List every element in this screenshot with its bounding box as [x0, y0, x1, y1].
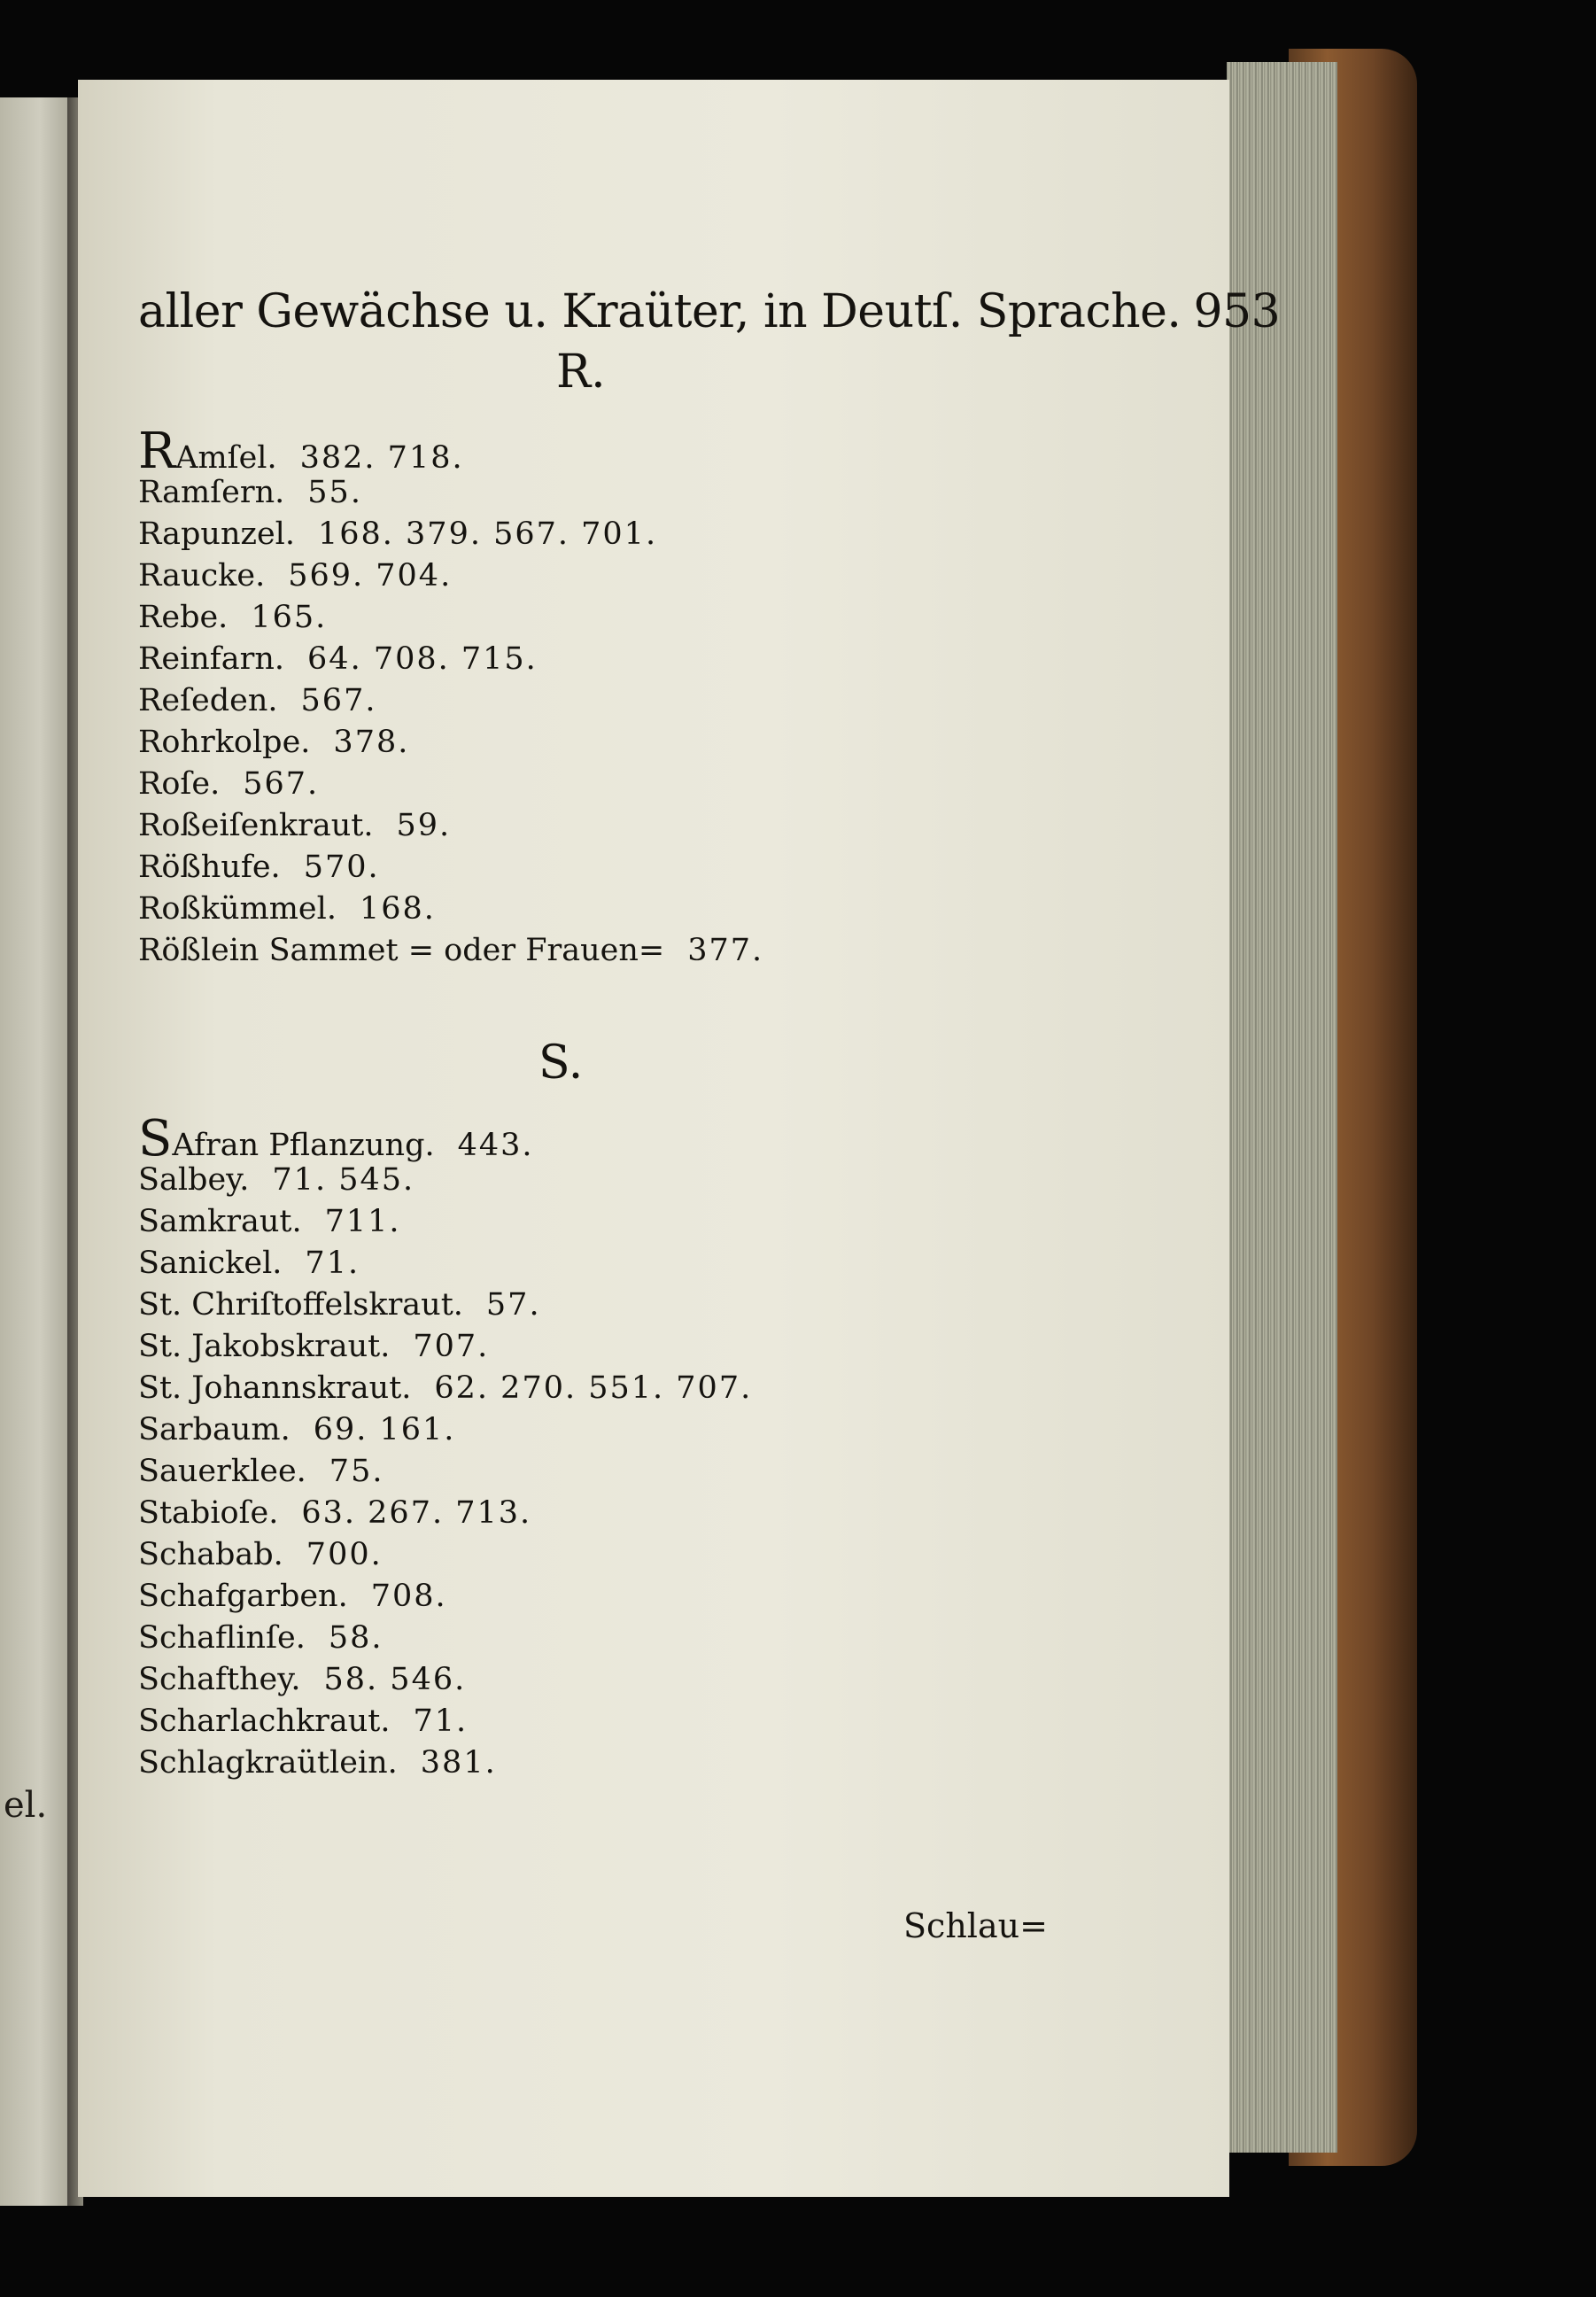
index-entry [138, 1742, 752, 1784]
entry-term: Amſel. [175, 440, 277, 476]
entry-page-refs: 62. 270. 551. 707. [434, 1370, 753, 1406]
entry-term: Samkraut. [138, 1204, 302, 1239]
entry-page-refs: 700. [306, 1537, 383, 1572]
entry-page-refs: 569. 704. [288, 558, 453, 594]
entry-page-refs: 168. [359, 891, 436, 927]
entry-term: St. Jakobskraut. [138, 1329, 391, 1364]
entry-term: Rohrkolpe. [138, 725, 311, 760]
entry-page-refs: 707. [413, 1329, 490, 1364]
entry-page-refs: 71. [413, 1703, 469, 1739]
section-letter-r: R. [556, 345, 606, 399]
entry-term: Reſeden. [138, 683, 278, 718]
index-entry [138, 889, 763, 930]
entry-term: Sarbaum. [138, 1412, 291, 1447]
index-entry [138, 1243, 752, 1284]
index-entry [138, 1659, 752, 1701]
right-page [78, 80, 1281, 2197]
index-entry [138, 514, 763, 555]
index-entry [138, 1160, 752, 1201]
left-page [0, 97, 73, 2206]
entry-page-refs: 377. [687, 933, 764, 968]
index-entry [138, 1618, 752, 1659]
entry-page-refs: 71. 545. [272, 1162, 415, 1198]
index-entry [138, 1284, 752, 1326]
page-number: 953 [1193, 285, 1281, 338]
index-entry [138, 423, 763, 480]
index-entry [138, 1368, 752, 1409]
entry-term: Rapunzel. [138, 516, 295, 552]
entry-page-refs: 168. 379. 567. 701. [317, 516, 658, 552]
entry-term: Rebe. [138, 600, 229, 635]
entry-page-refs: 378. [333, 725, 410, 760]
index-entry [138, 1409, 752, 1451]
entry-term: Reinfarn. [138, 641, 285, 677]
index-entry [138, 1534, 752, 1576]
index-entry [138, 1493, 752, 1534]
page-edges [1227, 62, 1337, 2153]
entry-page-refs: 570. [303, 850, 380, 885]
entry-term: Roſe. [138, 766, 221, 802]
running-head-title: aller Gewächse u. Kraüter, in Deutſ. Sprache. [138, 285, 1182, 338]
index-entry [138, 847, 763, 889]
entry-term: Raucke. [138, 558, 266, 594]
left-page-fragment: el. [4, 1785, 48, 1826]
entry-term: Salbey. [138, 1162, 250, 1198]
index-entry [138, 1451, 752, 1493]
entry-term: Rößhufe. [138, 850, 281, 885]
entry-page-refs: 58. 546. [323, 1662, 467, 1697]
entry-page-refs: 59. [396, 808, 452, 843]
index-entry [138, 1701, 752, 1742]
entry-page-refs: 443. [457, 1128, 534, 1163]
entry-page-refs: 71. [305, 1246, 360, 1281]
index-entry [138, 555, 763, 597]
entry-term: Schabab. [138, 1537, 283, 1572]
index-list-r [138, 423, 764, 972]
index-entry [138, 597, 763, 639]
index-entry [138, 1201, 752, 1243]
index-entry [138, 764, 763, 805]
index-entry [138, 722, 763, 764]
index-entry [138, 1326, 752, 1368]
entry-term: Roßeiſenkraut. [138, 808, 374, 843]
entry-term: Afran Pflanzung. [172, 1128, 435, 1163]
index-entry [138, 805, 763, 847]
index-list-s [138, 1110, 753, 1784]
entry-page-refs: 55. [307, 475, 362, 510]
initial-capital: R [138, 423, 176, 480]
index-entry [138, 680, 763, 722]
entry-term: Scharlachkraut. [138, 1703, 391, 1739]
entry-page-refs: 165. [251, 600, 328, 635]
entry-page-refs: 382. 718. [299, 440, 464, 476]
catchword: Schlau= [903, 1906, 1048, 1945]
entry-term: Sanickel. [138, 1246, 283, 1281]
entry-term: Schafgarben. [138, 1579, 348, 1614]
entry-page-refs: 381. [420, 1745, 497, 1781]
entry-term: Roßkümmel. [138, 891, 337, 927]
index-entry [138, 1576, 752, 1618]
entry-term: Rößlein Sammet = oder Frauen= [138, 933, 665, 968]
entry-term: Schlagkraütlein. [138, 1745, 398, 1781]
entry-term: Schaflinſe. [138, 1620, 306, 1656]
entry-page-refs: 567. [300, 683, 377, 718]
entry-page-refs: 69. 161. [313, 1412, 456, 1447]
entry-page-refs: 567. [243, 766, 320, 802]
initial-capital: S [138, 1110, 173, 1168]
entry-page-refs: 711. [324, 1204, 401, 1239]
index-entry [138, 930, 763, 972]
entry-page-refs: 708. [370, 1579, 447, 1614]
entry-page-refs: 57. [485, 1287, 541, 1323]
index-entry [138, 1110, 752, 1168]
section-letter-s: S. [538, 1036, 584, 1090]
entry-page-refs: 63. 267. 713. [301, 1495, 532, 1531]
entry-page-refs: 64. 708. 715. [307, 641, 538, 677]
index-entry [138, 472, 763, 514]
entry-term: St. Johannskraut. [138, 1370, 412, 1406]
running-head [138, 283, 1281, 340]
entry-page-refs: 75. [329, 1454, 384, 1489]
entry-page-refs: 58. [328, 1620, 384, 1656]
entry-term: Stabioſe. [138, 1495, 279, 1531]
entry-term: Schafthey. [138, 1662, 301, 1697]
index-entry [138, 639, 763, 680]
entry-term: Sauerklee. [138, 1454, 306, 1489]
entry-term: Ramſern. [138, 475, 285, 510]
entry-term: St. Chriſtoffelskraut. [138, 1287, 463, 1323]
